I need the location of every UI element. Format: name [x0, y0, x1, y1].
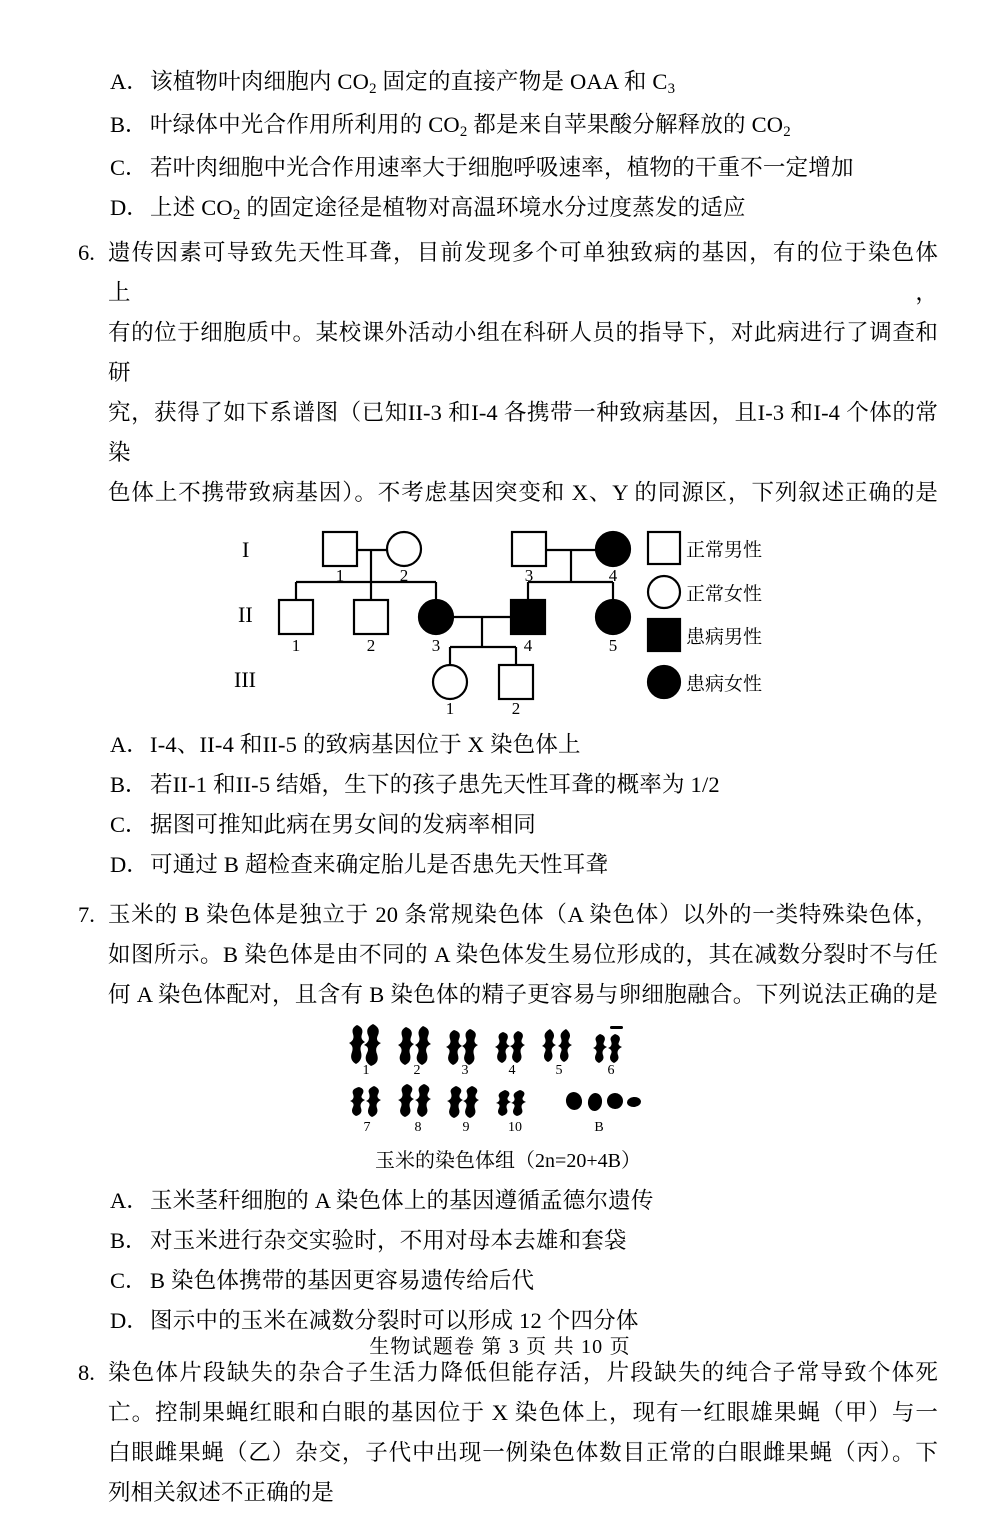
pedigree-figure — [78, 525, 938, 715]
option-a-text-part2: 固定的直接产物是 OAA 和 C — [376, 69, 668, 94]
question-7-stem-line1: 玉米的 B 染色体是独立于 20 条常规染色体（A 染色体）以外的一类特殊染色体， — [108, 902, 938, 927]
question7-option-a[interactable] — [110, 1181, 938, 1221]
option-c-label: C． — [110, 155, 148, 180]
option-a-label: A． — [110, 69, 149, 94]
question-6-body — [108, 233, 938, 513]
pedigree-node-II-4[interactable] — [511, 600, 545, 634]
chromosome-pair-5 — [542, 1029, 572, 1062]
pedigree-node-I-4[interactable] — [596, 532, 630, 566]
pedigree-number-II-2: 2 — [366, 636, 376, 655]
option-b[interactable] — [110, 105, 938, 148]
chromosome-pair-2 — [398, 1026, 431, 1065]
pedigree-node-II-5[interactable] — [596, 600, 630, 634]
question-6-stem-line1: 遗传因素可导致先天性耳聋，目前发现多个可单独致病的基因，有的位于染色体上， — [108, 240, 938, 305]
question-7-body — [108, 895, 938, 1015]
option-b-text — [150, 105, 791, 148]
question6-option-a-label: A． — [110, 732, 149, 757]
pedigree-number-II-4: 4 — [523, 636, 533, 655]
legend-label-affected-male: 患病男性 — [686, 626, 763, 648]
option-d-text-part1: 上述 CO — [150, 195, 233, 220]
karyotype-row1-labels — [363, 1063, 615, 1078]
option-d-sub1: 2 — [232, 207, 241, 224]
option-b-sub1: 2 — [459, 124, 468, 141]
question5-options-block — [78, 62, 938, 231]
pedigree-node-III-2[interactable] — [499, 665, 533, 699]
legend-label-normal-male: 正常男性 — [686, 539, 763, 561]
question6-option-c-label: C． — [110, 812, 148, 837]
question-7-stem-line2: 如图所示。B 染色体是由不同的 A 染色体发生易位形成的，其在减数分裂时不与任 — [108, 942, 938, 967]
question6-option-d-text: 可通过 B 超检查来确定胎儿是否患先天性耳聋 — [150, 852, 609, 877]
pedigree-node-III-1[interactable] — [433, 665, 467, 699]
svg-text:10: 10 — [508, 1120, 522, 1135]
svg-text:9: 9 — [462, 1120, 470, 1135]
karyotype-caption: 玉米的染色体组（2n=20+4B） — [375, 1150, 641, 1172]
question-8 — [78, 1353, 938, 1513]
chromosome-pair-9 — [447, 1086, 479, 1118]
question7-option-d-label: D． — [110, 1308, 149, 1333]
question-8-stem-line3: 白眼雌果蝇（乙）杂交，子代中出现一例染色体数目正常的白眼雌果蝇（丙）。下 — [108, 1440, 938, 1465]
svg-text:3: 3 — [461, 1063, 469, 1078]
question-7-stem-line3: 何 A 染色体配对，且含有 B 染色体的精子更容易与卵细胞融合。下列说法正确的是 — [108, 982, 938, 1007]
option-c[interactable] — [110, 148, 938, 188]
question-6 — [78, 233, 938, 513]
question6-option-c-text: 据图可推知此病在男女间的发病率相同 — [150, 812, 536, 837]
question7-option-c-text: B 染色体携带的基因更容易遗传给后代 — [150, 1268, 535, 1293]
page-footer: 生物试题卷 第 3 页 共 10 页 — [369, 1336, 631, 1358]
option-a-sub1: 2 — [369, 81, 377, 98]
question7-option-a-text: 玉米茎秆细胞的 A 染色体上的基因遵循孟德尔遗传 — [150, 1188, 654, 1213]
chromosome-pair-10 — [496, 1090, 526, 1116]
svg-text:1: 1 — [362, 1063, 370, 1078]
karyotype-figure — [78, 1021, 938, 1151]
chromosome-group-B — [564, 1091, 641, 1112]
question-8-stem-line2: 亡。控制果蝇红眼和白眼的基因位于 X 染色体上，现有一红眼雄果蝇（甲）与一 — [108, 1400, 938, 1425]
option-d-text-part2: 的固定途径是植物对高温环境水分过度蒸发的适应 — [240, 195, 746, 220]
svg-text:7: 7 — [363, 1120, 371, 1135]
pedigree-node-II-1[interactable] — [279, 600, 313, 634]
svg-text:5: 5 — [555, 1063, 563, 1078]
question7-option-d-text: 图示中的玉米在减数分裂时可以形成 12 个四分体 — [150, 1308, 639, 1333]
option-c-text: 若叶肉细胞中光合作用速率大于细胞呼吸速率，植物的干重不一定增加 — [150, 155, 854, 180]
option-d-text — [150, 188, 746, 231]
option-a-text-part1: 该植物叶肉细胞内 CO — [150, 69, 370, 94]
generation-label-I: I — [242, 537, 250, 562]
generation-label-II: II — [238, 602, 253, 627]
pedigree-number-III-2: 2 — [511, 699, 521, 715]
chromosome-pair-6 — [593, 1026, 623, 1063]
legend-icon-normal-female — [648, 576, 680, 608]
option-b-text-part2: 都是来自苹果酸分解释放的 CO — [467, 112, 784, 137]
pedigree-node-II-3[interactable] — [419, 600, 453, 634]
pedigree-number-III-1: 1 — [445, 699, 455, 715]
pedigree-number-I-4: 4 — [608, 566, 618, 585]
question7-option-a-label: A． — [110, 1188, 149, 1213]
pedigree-number-II-3: 3 — [431, 636, 441, 655]
question7-option-c-label: C． — [110, 1268, 148, 1293]
pedigree-chart-svg — [228, 525, 788, 715]
question-7-number: 7. — [78, 902, 95, 927]
option-b-label: B． — [110, 112, 148, 137]
question6-options-block — [78, 725, 938, 885]
question6-option-c[interactable] — [110, 805, 938, 845]
question-8-number: 8. — [78, 1360, 95, 1385]
question-8-stem-line1: 染色体片段缺失的杂合子生活力降低但能存活，片段缺失的纯合子常导致个体死 — [108, 1360, 938, 1385]
option-b-text-part1: 叶绿体中光合作用所利用的 CO — [150, 112, 460, 137]
legend-label-normal-female: 正常女性 — [686, 583, 763, 605]
svg-text:2: 2 — [413, 1063, 421, 1078]
question-6-number: 6. — [78, 240, 95, 265]
question-6-stem-line3: 究，获得了如下系谱图（已知II-3 和I-4 各携带一种致病基因，且I-3 和I-4 个体的常染 — [108, 400, 938, 465]
pedigree-number-I-1: 1 — [335, 566, 345, 585]
pedigree-node-I-2[interactable] — [387, 532, 421, 566]
pedigree-node-II-2[interactable] — [354, 600, 388, 634]
generation-label-III: III — [234, 667, 256, 692]
legend-icon-normal-male — [648, 532, 680, 564]
question6-option-d[interactable] — [110, 845, 938, 885]
question-8-stem-line4: 列相关叙述不正确的是 — [108, 1480, 335, 1505]
karyotype-svg — [343, 1021, 673, 1151]
legend-label-affected-female: 患病女性 — [686, 673, 763, 695]
option-d-label: D． — [110, 195, 149, 220]
question6-option-a[interactable] — [110, 725, 938, 765]
pedigree-number-I-2: 2 — [399, 566, 409, 585]
question7-options-block — [78, 1181, 938, 1341]
question7-option-b-text: 对玉米进行杂交实验时，不用对母本去雄和套袋 — [150, 1228, 627, 1253]
question-8-body — [108, 1353, 938, 1513]
svg-text:6: 6 — [607, 1063, 615, 1078]
pedigree-number-II-5: 5 — [608, 636, 618, 655]
legend-icon-affected-male — [648, 619, 680, 651]
pedigree-number-II-1: 1 — [291, 636, 301, 655]
svg-text:8: 8 — [414, 1120, 422, 1135]
question6-option-b-label: B． — [110, 772, 148, 797]
legend-icon-affected-female — [648, 666, 680, 698]
option-b-sub2: 2 — [783, 124, 791, 141]
option-a-text — [150, 62, 675, 105]
question6-option-b-text: 若II-1 和II-5 结婚，生下的孩子患先天性耳聋的概率为 1/2 — [150, 772, 720, 797]
question7-option-b[interactable] — [110, 1221, 938, 1261]
karyotype-row2-labels — [364, 1120, 604, 1135]
chromosome-pair-8 — [398, 1084, 431, 1117]
question7-option-c[interactable] — [110, 1261, 938, 1301]
question-6-stem-line2: 有的位于细胞质中。某校课外活动小组在科研人员的指导下，对此病进行了调查和研 — [108, 320, 938, 385]
chromosome-pair-4 — [495, 1031, 525, 1063]
question6-option-d-label: D． — [110, 852, 149, 877]
question-7 — [78, 895, 938, 1015]
question6-option-b[interactable] — [110, 765, 938, 805]
question-6-stem-line4: 色体上不携带致病基因）。不考虑基因突变和 X、Y 的同源区，下列叙述正确的是 — [108, 480, 938, 505]
page-content — [78, 62, 938, 1513]
question6-option-a-text: I-4、II-4 和II-5 的致病基因位于 X 染色体上 — [150, 732, 581, 757]
chromosome-pair-7 — [350, 1086, 381, 1117]
chromosome-pair-1 — [349, 1024, 381, 1066]
chromosome-pair-3 — [446, 1029, 478, 1065]
option-d[interactable] — [110, 188, 938, 231]
option-a-sub2: 3 — [667, 81, 676, 98]
option-a[interactable] — [110, 62, 938, 105]
pedigree-node-I-1[interactable] — [323, 532, 357, 566]
svg-text:B: B — [594, 1120, 604, 1135]
pedigree-node-I-3[interactable] — [512, 532, 546, 566]
pedigree-number-I-3: 3 — [524, 566, 534, 585]
question7-option-b-label: B． — [110, 1228, 148, 1253]
svg-text:4: 4 — [508, 1063, 516, 1078]
